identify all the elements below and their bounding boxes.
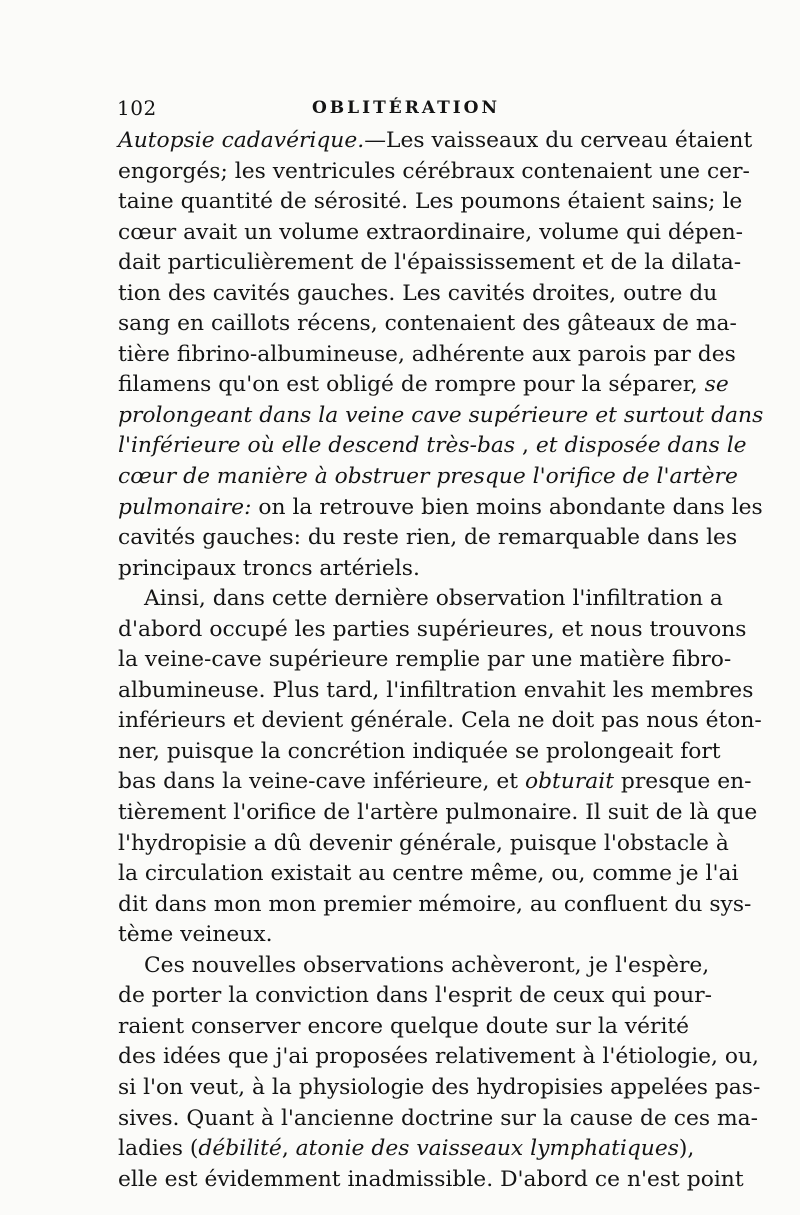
text-run: dait particulièrement de l'épaississement et de la dilata- (118, 250, 742, 276)
text-line (118, 645, 732, 676)
text-run: raient conserver encore quelque doute sur la vérité (118, 1013, 690, 1039)
text-run: dit dans mon mon premier mémoire, au confluent du sys- (118, 891, 752, 917)
text-run: filamens qu'on est obligé de rompre pour la séparer, (118, 372, 705, 398)
text-run: tièrement l'orifice de l'artère pulmonaire. Il suit de là que (118, 800, 758, 826)
italic-text: débilité (198, 1136, 282, 1162)
text-line (118, 1042, 759, 1073)
text-line (118, 431, 747, 462)
text-run: tion des cavités gauches. Les cavités droites, outre du (118, 280, 718, 306)
text-line (118, 890, 752, 921)
text-line (118, 218, 744, 249)
text-line (118, 340, 736, 371)
text-line (118, 554, 678, 585)
text-line (118, 187, 743, 218)
italic-text: obturait (524, 769, 614, 795)
italic-text: pulmonaire: (118, 494, 252, 520)
text-line (118, 981, 712, 1012)
text-line (118, 951, 710, 982)
body-text (118, 126, 764, 1195)
text-line (118, 584, 723, 615)
text-line (118, 615, 747, 646)
text-line (118, 920, 678, 951)
text-run: , (281, 1136, 296, 1162)
text-line (118, 706, 762, 737)
text-run: tème veineux. (118, 922, 273, 948)
text-line (118, 767, 752, 798)
text-run: ner, puisque la concrétion indiquée se prolongeait fort (118, 738, 721, 764)
text-run: de porter la conviction dans l'esprit de ceux qui pour- (118, 983, 712, 1009)
italic-text: l'inférieure où elle descend très-bas (118, 433, 516, 459)
text-line (118, 157, 750, 188)
italic-text: se (704, 372, 729, 398)
text-line (118, 829, 729, 860)
text-run: bas dans la veine-cave inférieure, et (118, 769, 525, 795)
text-line (118, 462, 738, 493)
text-run: —Les vaisseaux du cerveau étaient (364, 128, 753, 153)
italic-text: et disposée dans le (535, 433, 747, 459)
text-run: la circulation existait au centre même, ou, comme je l'ai (118, 861, 739, 887)
text-run: ladies ( (118, 1136, 199, 1162)
text-line (118, 279, 718, 310)
text-run: presque en- (614, 769, 752, 795)
text-run: , (515, 433, 536, 459)
text-line (118, 1012, 690, 1043)
text-line (118, 523, 738, 554)
text-line (118, 248, 742, 279)
text-line (118, 309, 737, 340)
page-number: 102 (117, 96, 157, 120)
text-run: cavités gauches: du reste rien, de remarquable dans les (118, 525, 738, 551)
italic-text: prolongeant dans la veine cave supérieure et surtout dans (118, 402, 764, 428)
text-run: Ainsi, dans cette dernière observation l'infiltration a (144, 586, 723, 612)
text-run: inférieurs et devient générale. Cela ne doit pas nous éton- (118, 708, 762, 734)
text-run: taine quantité de sérosité. Les poumons étaient sains; le (118, 189, 743, 215)
text-line (118, 1165, 744, 1196)
text-line (118, 401, 764, 432)
text-run: albumineuse. Plus tard, l'infiltration envahit les membres (118, 677, 754, 703)
text-line (118, 126, 753, 157)
text-run: si l'on veut, à la physiologie des hydropisies appelées pas- (118, 1074, 761, 1100)
text-run: ), (678, 1136, 695, 1162)
text-line (118, 737, 721, 768)
text-run: on la retrouve bien moins abondante dans les (251, 494, 763, 520)
text-run: sang en caillots récens, contenaient des gâteaux de ma- (118, 311, 737, 337)
text-run: engorgés; les ventricules cérébraux contenaient une cer- (118, 158, 750, 184)
text-line (118, 1073, 761, 1104)
text-line (118, 676, 754, 707)
text-run: l'hydropisie a dû devenir générale, puisque l'obstacle à (118, 830, 729, 856)
text-line (118, 859, 739, 890)
text-run: cœur avait un volume extraordinaire, volume qui dépen- (118, 219, 744, 245)
italic-text: Autopsie cadavérique. (118, 128, 365, 153)
text-line (118, 1134, 695, 1165)
running-head: OBLITÉRATION (312, 98, 501, 118)
text-line (118, 798, 758, 829)
text-run: Ces nouvelles observations achèveront, je l'espère, (144, 952, 710, 978)
text-run: d'abord occupé les parties supérieures, et nous trouvons (118, 616, 747, 642)
text-run: principaux troncs artériels. (118, 555, 420, 581)
text-line (118, 370, 729, 401)
text-line (118, 1104, 758, 1135)
italic-text: cœur de manière à obstruer presque l'orifice de l'artère (118, 464, 738, 490)
text-run: sives. Quant à l'ancienne doctrine sur la cause de ces ma- (118, 1105, 758, 1131)
page-header (117, 96, 677, 126)
text-run: tière fibrino-albumineuse, adhérente aux parois par des (118, 341, 736, 367)
text-line (118, 493, 763, 524)
text-run: des idées que j'ai proposées relativement à l'étiologie, ou, (118, 1044, 759, 1070)
italic-text: atonie des vaisseaux lymphatiques (295, 1136, 679, 1162)
text-run: la veine-cave supérieure remplie par une matière fibro- (118, 647, 732, 673)
text-run: elle est évidemment inadmissible. D'abord ce n'est point (118, 1166, 744, 1192)
